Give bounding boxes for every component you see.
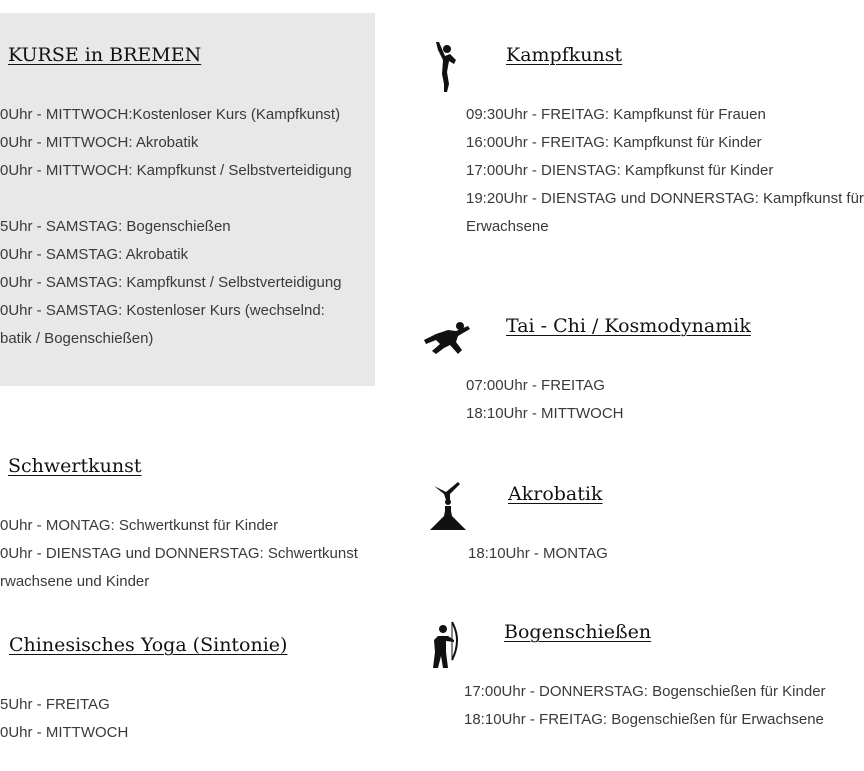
schedule-line: 0Uhr - SAMSTAG: Kampfkunst / Selbstverteidigung [0, 274, 342, 291]
schedule-line: 17:00Uhr - DONNERSTAG: Bogenschießen für Kinder [464, 683, 826, 700]
schedule-line: rwachsene und Kinder [0, 573, 150, 590]
acrobatics-icon [428, 480, 468, 534]
bogen-schedule [464, 678, 826, 734]
schedule-line: 5Uhr - SAMSTAG: Bogenschießen [0, 218, 231, 235]
schedule-line: 18:10Uhr - MITTWOCH [466, 405, 624, 422]
bogen-title: Bogenschießen [504, 621, 652, 643]
martial-arts-kick-icon [430, 40, 462, 96]
schedule-line: 18:10Uhr - MONTAG [468, 545, 608, 562]
yoga-title: Chinesisches Yoga (Sintonie) [9, 634, 288, 656]
schedule-line: batik / Bogenschießen) [0, 330, 154, 347]
tai-chi-pose-icon [422, 318, 474, 358]
schedule-line: 18:10Uhr - FREITAG: Bogenschießen für Erwachsene [464, 711, 824, 728]
schedule-line: 07:00Uhr - FREITAG [466, 377, 605, 394]
yoga-schedule [0, 691, 375, 747]
schwertkunst-schedule [0, 512, 375, 596]
akrobatik-title: Akrobatik [508, 483, 603, 505]
schedule-line: 09:30Uhr - FREITAG: Kampfkunst für Frauen [466, 106, 766, 123]
bremen-title: KURSE in BREMEN [8, 44, 202, 66]
schedule-line: 19:20Uhr - DIENSTAG und DONNERSTAG: Kampfkunst für [466, 190, 864, 207]
schwertkunst-title: Schwertkunst [8, 455, 142, 477]
schedule-line: 0Uhr - SAMSTAG: Akrobatik [0, 246, 189, 263]
schedule-line: 17:00Uhr - DIENSTAG: Kampfkunst für Kinder [466, 162, 774, 179]
schedule-gap [0, 185, 375, 213]
schedule-line: Erwachsene [466, 218, 549, 235]
taichi-title: Tai - Chi / Kosmodynamik [506, 315, 751, 337]
schedule-line: 0Uhr - MITTWOCH:Kostenloser Kurs (Kampfkunst) [0, 106, 341, 123]
bremen-schedule [0, 101, 375, 353]
schedule-line: 0Uhr - DIENSTAG und DONNERSTAG: Schwertkunst [0, 545, 358, 562]
taichi-schedule [466, 372, 768, 428]
schedule-line: 0Uhr - MITTWOCH [0, 724, 129, 741]
schedule-line: 0Uhr - MITTWOCH: Akrobatik [0, 134, 199, 151]
schedule-line: 0Uhr - SAMSTAG: Kostenloser Kurs (wechselnd: [0, 302, 325, 319]
kampfkunst-schedule [466, 101, 864, 241]
schedule-line: 5Uhr - FREITAG [0, 696, 110, 713]
akrobatik-schedule [468, 540, 768, 568]
schedule-line: 0Uhr - MITTWOCH: Kampfkunst / Selbstverteidigung [0, 162, 352, 179]
archer-icon [426, 620, 462, 672]
schedule-line: 0Uhr - MONTAG: Schwertkunst für Kinder [0, 517, 279, 534]
kampfkunst-title: Kampfkunst [506, 44, 623, 66]
schedule-line: 16:00Uhr - FREITAG: Kampfkunst für Kinder [466, 134, 762, 151]
